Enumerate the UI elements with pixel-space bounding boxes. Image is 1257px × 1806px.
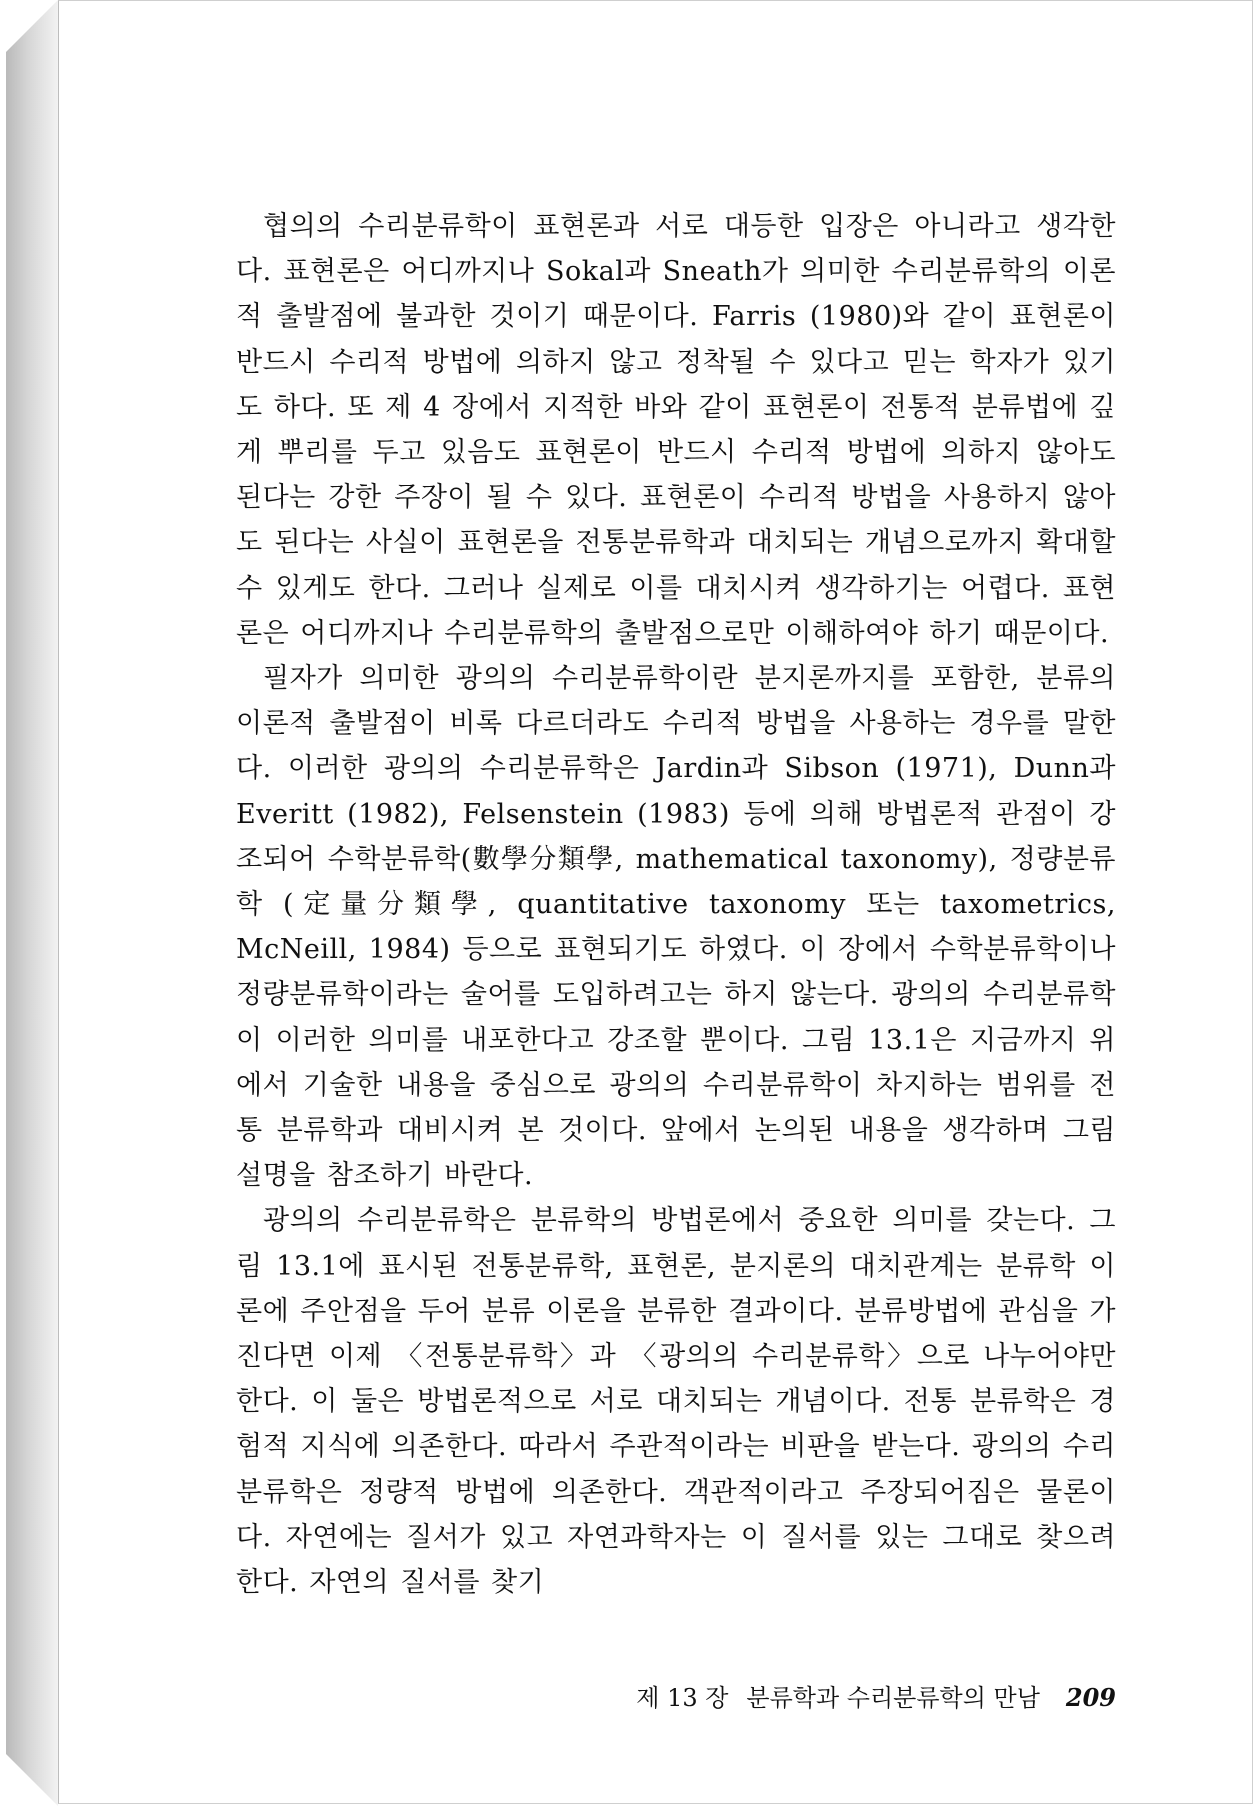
footer-chapter-title: 분류학과 수리분류학의 만남: [746, 1684, 1040, 1712]
paragraph-3: 광의의 수리분류학은 분류학의 방법론에서 중요한 의미를 갖는다. 그림 13.1에 표시된 전통분류학, 표현론, 분지론의 대치관계는 분류학 이론에 주안점을 두어 분류 이론을 분류한 결과이다. 분류방법에 관심을 가진다면 이제 〈전통분류학〉과 〈광의의 수리분류학〉으로 나누어야만 한다. 이 둘은 방법론적으로 서로 대치되는 개념이다. 전통 분류학은 경험적 지식에 의존한다. 따라서 주관적이라는 비판을 받는다. 광의의 수리분류학은 정량적 방법에 의존한다. 객관적이라고 주장되어짐은 물론이다. 자연에는 질서가 있고 자연과학자는 이 질서를 있는 그대로 찾으려 한다. 자연의 질서를 찾기: [236, 1205, 1116, 1599]
running-footer: [560, 1678, 1116, 1713]
page-number: 209: [1065, 1683, 1116, 1712]
paragraph-2: 필자가 의미한 광의의 수리분류학이란 분지론까지를 포함한, 분류의 이론적 출발점이 비록 다르더라도 수리적 방법을 사용하는 경우를 말한다. 이러한 광의의 수리분류학은 Jardin과 Sibson (1971), Dunn과 Everitt (1982), Felsenstein (1983) 등에 의해 방법론적 관점이 강조되어 수학분류학(數學分類學, mathematical taxonomy), 정량분류학 (定量分類學, quantitative taxonomy 또는 taxometrics, McNeill, 1984) 등으로 표현되기도 하였다. 이 장에서 수학분류학이나 정량분류학이라는 술어를 도입하려고는 하지 않는다. 광의의 수리분류학이 이러한 의미를 내포한다고 강조할 뿐이다. 그림 13.1은 지금까지 위에서 기술한 내용을 중심으로 광의의 수리분류학이 차지하는 범위를 전통 분류학과 대비시켜 본 것이다. 앞에서 논의된 내용을 생각하며 그림 설명을 참조하기 바란다.: [236, 663, 1116, 1192]
page-body: [236, 204, 1116, 1605]
book-spine: [6, 0, 58, 1806]
spine-bottom-bevel: [6, 1754, 58, 1806]
footer-chapter: 제 13 장: [636, 1684, 729, 1712]
spine-top-bevel: [6, 0, 58, 52]
paragraph-1: 협의의 수리분류학이 표현론과 서로 대등한 입장은 아니라고 생각한다. 표현론은 어디까지나 Sokal과 Sneath가 의미한 수리분류학의 이론적 출발점에 불과한 것이기 때문이다. Farris (1980)와 같이 표현론이 반드시 수리적 방법에 의하지 않고 정착될 수 있다고 믿는 학자가 있기도 하다. 또 제 4 장에서 지적한 바와 같이 표현론이 전통적 분류법에 깊게 뿌리를 두고 있음도 표현론이 반드시 수리적 방법에 의하지 않아도 된다는 강한 주장이 될 수 있다. 표현론이 수리적 방법을 사용하지 않아도 된다는 사실이 표현론을 전통분류학과 대치되는 개념으로까지 확대할 수 있게도 한다. 그러나 실제로 이를 대치시켜 생각하기는 어렵다. 표현론은 어디까지나 수리분류학의 출발점으로만 이해하여야 하기 때문이다.: [236, 211, 1116, 649]
